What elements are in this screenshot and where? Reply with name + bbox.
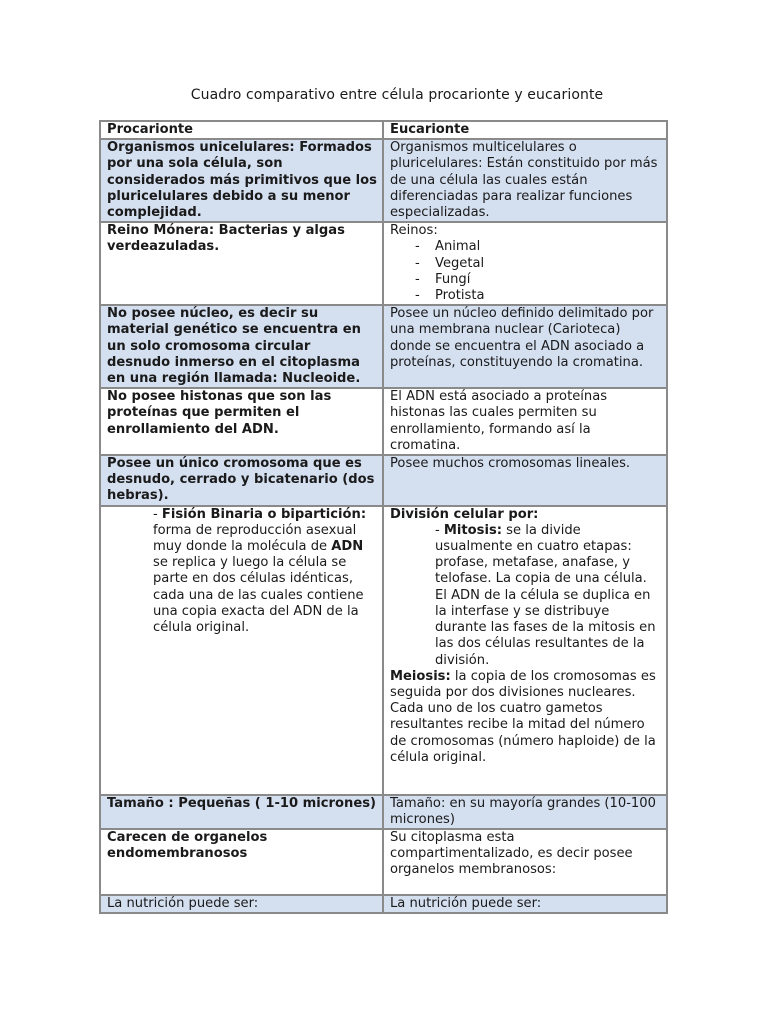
document-title: Cuadro comparativo entre célula procarionte y eucarionte bbox=[190, 87, 604, 103]
meiosis-title: Meiosis: bbox=[390, 668, 451, 684]
cell-procarionte: No posee histonas que son las proteínas que permiten el enrollamiento del ADN. bbox=[100, 388, 383, 455]
list-item: - Fungí bbox=[415, 271, 471, 287]
reinos-list bbox=[390, 239, 661, 304]
table-row bbox=[100, 455, 667, 506]
header-procarionte: Procarionte bbox=[100, 121, 383, 139]
list-item: - Vegetal bbox=[415, 255, 485, 271]
cell-procarionte bbox=[100, 506, 383, 795]
meiosis-paragraph: Meiosis: la copia de los cromosomas es seguida por dos divisiones nucleares. Cada uno de los cuatro gametos resultantes recibe la mitad del número de cromosomas (número haploide) de la célula original. bbox=[390, 668, 656, 765]
table-row bbox=[100, 305, 667, 388]
division-title: División celular por: bbox=[390, 506, 539, 522]
reinos-title: Reinos: bbox=[390, 223, 438, 239]
cell-eucarionte: El ADN está asociado a proteínas histonas las cuales permiten su enrollamiento, formando así la cromatina. bbox=[383, 388, 667, 455]
cell-eucarionte: Posee un núcleo definido delimitado por una membrana nuclear (Carioteca) donde se encuentra el ADN asociado a proteínas, constituyendo la cromatina. bbox=[383, 305, 667, 388]
header-eucarionte: Eucarionte bbox=[383, 121, 667, 139]
table-row bbox=[100, 222, 667, 305]
comparison-table bbox=[99, 120, 668, 914]
cell-eucarionte: Su citoplasma esta compartimentalizado, es decir posee organelos membranosos: bbox=[383, 829, 667, 895]
cell-procarionte: La nutrición puede ser: bbox=[100, 895, 383, 913]
mitosis-item: - Mitosis: se la divide usualmente en cuatro etapas: profase, metafase, anafase, y telofase. La copia de una célula. El ADN de la célula se duplica en la interfase y se distribuye durante las fases de la mitosis en las dos células resultantes de la división. bbox=[435, 522, 656, 668]
table-header-row bbox=[100, 121, 667, 139]
list-item: - Animal bbox=[415, 239, 481, 255]
cell-eucarionte: Posee muchos cromosomas lineales. bbox=[383, 455, 667, 506]
fision-title: Fisión Binaria o bipartición: bbox=[161, 506, 367, 522]
cell-eucarionte: Tamaño: en su mayoría grandes (10-100 micrones) bbox=[383, 795, 667, 829]
cell-eucarionte bbox=[383, 222, 667, 305]
cell-procarionte: Organismos unicelulares: Formados por una sola célula, son considerados más primitivos que los pluricelulares debido a su menor complejidad. bbox=[100, 139, 383, 222]
table-row bbox=[100, 895, 667, 913]
table-row bbox=[100, 506, 667, 795]
table-row bbox=[100, 795, 667, 829]
table-row bbox=[100, 139, 667, 222]
cell-eucarionte: Organismos multicelulares o pluricelulares: Están constituido por más de una célula las cuales están diferenciadas para realizar funciones especializadas. bbox=[383, 139, 667, 222]
cell-procarionte: Reino Mónera: Bacterias y algas verdeazuladas. bbox=[100, 222, 383, 305]
fision-item: - Fisión Binaria o bipartición: forma de reproducción asexual muy donde la molécula de ADN se replica y luego la célula se parte en dos células idénticas, cada una de las cuales contiene una copia exacta del ADN de la célula original. bbox=[153, 506, 367, 636]
mitosis-title: Mitosis: bbox=[443, 522, 502, 538]
cell-procarionte: Tamaño : Pequeñas ( 1-10 micrones) bbox=[100, 795, 383, 829]
table-row bbox=[100, 388, 667, 455]
cell-procarionte: Carecen de organelos endomembranosos bbox=[100, 829, 383, 895]
cell-eucarionte: La nutrición puede ser: bbox=[383, 895, 667, 913]
table-row bbox=[100, 829, 667, 895]
list-item: - Protista bbox=[415, 288, 485, 304]
cell-procarionte: Posee un único cromosoma que es desnudo, cerrado y bicatenario (dos hebras). bbox=[100, 455, 383, 506]
cell-procarionte: No posee núcleo, es decir su material genético se encuentra en un solo cromosoma circular desnudo inmerso en el citoplasma en una región llamada: Nucleoide. bbox=[100, 305, 383, 388]
cell-eucarionte bbox=[383, 506, 667, 795]
